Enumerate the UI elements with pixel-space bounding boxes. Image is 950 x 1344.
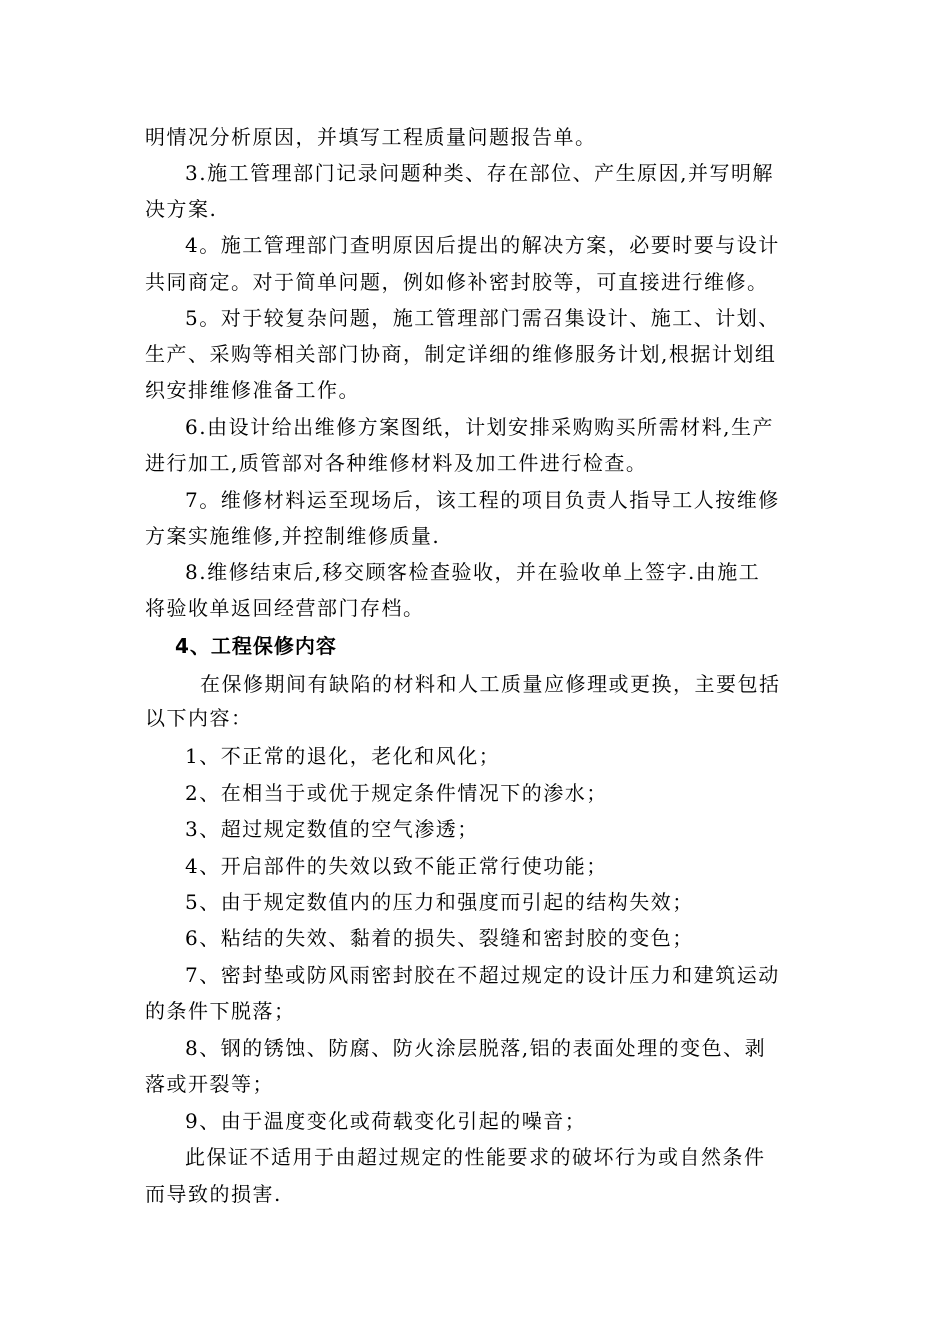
list-item: 5、由于规定数值内的压力和强度而引起的结构失效； xyxy=(185,890,694,914)
section-heading: 4、工程保修内容 xyxy=(175,634,337,658)
paragraph-line: 7。维修材料运至现场后，该工程的项目负责人指导工人按维修 xyxy=(185,488,780,512)
paragraph-line: 8.维修结束后,移交顾客检查验收，并在验收单上签字.由施工 xyxy=(185,560,761,584)
list-item: 4、开启部件的失效以致不能正常行使功能； xyxy=(185,854,608,878)
paragraph-line: 以下内容： xyxy=(145,706,253,730)
paragraph-line: 此保证不适用于由超过规定的性能要求的破坏行为或自然条件 xyxy=(185,1145,766,1169)
paragraph-line: 明情况分析原因，并填写工程质量问题报告单。 xyxy=(145,125,597,149)
list-item: 3、超过规定数值的空气渗透； xyxy=(185,817,479,841)
paragraph-line: 共同商定。对于简单问题，例如修补密封胶等，可直接进行维修。 xyxy=(145,270,769,294)
paragraph-line: 生产、采购等相关部门协商，制定详细的维修服务计划,根据计划组 xyxy=(145,342,777,366)
list-item: 7、密封垫或防风雨密封胶在不超过规定的设计压力和建筑运动 xyxy=(185,963,780,987)
paragraph-line: 将验收单返回经营部门存档。 xyxy=(145,596,425,620)
paragraph-line: 在保修期间有缺陷的材料和人工质量应修理或更换，主要包括 xyxy=(200,672,781,696)
list-item: 1、不正常的退化，老化和风化； xyxy=(185,744,501,768)
paragraph-line: 5。对于较复杂问题，施工管理部门需召集设计、施工、计划、 xyxy=(185,306,780,330)
paragraph-line: 而导致的损害. xyxy=(145,1182,282,1206)
list-item-continuation: 落或开裂等； xyxy=(145,1072,274,1096)
paragraph-line: 4。施工管理部门查明原因后提出的解决方案，必要时要与设计 xyxy=(185,233,780,257)
paragraph-line: 决方案. xyxy=(145,197,218,221)
paragraph-line: 方案实施维修,并控制维修质量. xyxy=(145,524,441,548)
list-item-continuation: 的条件下脱落； xyxy=(145,999,296,1023)
list-item: 9、由于温度变化或荷载变化引起的噪音； xyxy=(185,1109,587,1133)
list-item: 6、粘结的失效、黏着的损失、裂缝和密封胶的变色； xyxy=(185,926,694,950)
list-item: 2、在相当于或优于规定条件情况下的渗水； xyxy=(185,781,608,805)
paragraph-line: 3.施工管理部门记录问题种类、存在部位、产生原因,并写明解 xyxy=(185,161,774,185)
list-item: 8、钢的锈蚀、防腐、防火涂层脱落,铝的表面处理的变色、剥 xyxy=(185,1036,767,1060)
paragraph-line: 6.由设计给出维修方案图纸，计划安排采购购买所需材料,生产 xyxy=(185,415,774,439)
paragraph-line: 织安排维修准备工作。 xyxy=(145,378,360,402)
paragraph-line: 进行加工,质管部对各种维修材料及加工件进行检查。 xyxy=(145,451,648,475)
